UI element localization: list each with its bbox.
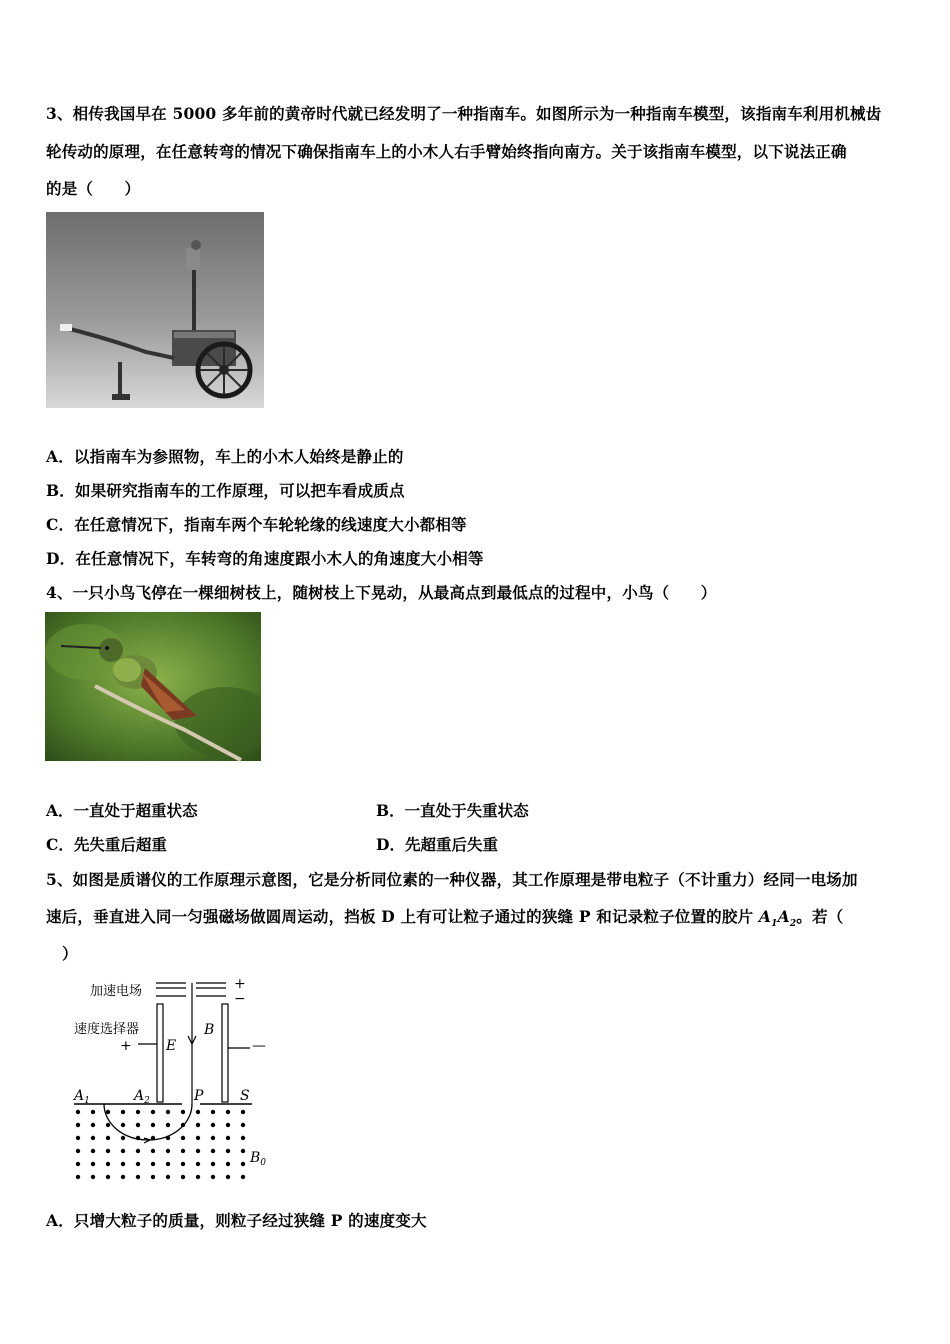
field-dot <box>91 1136 95 1140</box>
field-dot <box>226 1136 230 1140</box>
label-A1: $A_1$ <box>74 1088 90 1106</box>
field-dot <box>136 1149 140 1153</box>
field-dot <box>136 1110 140 1114</box>
field-dot <box>196 1162 200 1166</box>
field-dot <box>136 1162 140 1166</box>
field-dot <box>241 1149 245 1153</box>
field-dot <box>121 1162 125 1166</box>
q3-option-a: A．以指南车为参照物，车上的小木人始终是静止的 <box>46 447 404 466</box>
field-dot <box>226 1162 230 1166</box>
field-dot <box>196 1175 200 1179</box>
field-dot <box>151 1162 155 1166</box>
field-dot <box>91 1149 95 1153</box>
label-B0: $B_0$ <box>250 1150 267 1168</box>
field-dot <box>181 1123 185 1127</box>
field-dot <box>106 1136 110 1140</box>
q4-option-a: A．一直处于超重状态 <box>46 801 198 820</box>
field-dot <box>151 1175 155 1179</box>
label-E: E <box>166 1038 177 1054</box>
field-dot <box>181 1110 185 1114</box>
accel-plates <box>156 983 226 996</box>
field-dot <box>91 1123 95 1127</box>
particle-trajectory <box>104 1104 192 1140</box>
field-dot <box>106 1110 110 1114</box>
field-dot <box>196 1110 200 1114</box>
field-dot <box>181 1175 185 1179</box>
field-dot <box>76 1136 80 1140</box>
field-dot <box>241 1136 245 1140</box>
selector-plate-right <box>222 1004 228 1102</box>
q5-text-line2 <box>46 905 843 929</box>
accel-minus-sign: − <box>234 991 246 1007</box>
field-dot <box>106 1149 110 1153</box>
mass-spectrometer-diagram <box>66 972 276 1182</box>
selector-plate-left <box>157 1004 163 1102</box>
field-dot <box>76 1149 80 1153</box>
field-dot <box>121 1123 125 1127</box>
field-dot <box>91 1110 95 1114</box>
field-dot <box>241 1110 245 1114</box>
q4-option-d: D．先超重后失重 <box>376 835 498 854</box>
field-dot <box>181 1149 185 1153</box>
field-dot <box>106 1162 110 1166</box>
selector-minus-sign: — <box>252 1038 266 1054</box>
field-dot <box>151 1136 155 1140</box>
field-dot <box>166 1149 170 1153</box>
field-dot <box>76 1162 80 1166</box>
field-dot <box>151 1149 155 1153</box>
field-dot <box>211 1162 215 1166</box>
field-dot <box>121 1136 125 1140</box>
field-dot <box>226 1149 230 1153</box>
label-A2: $A_2$ <box>134 1088 150 1106</box>
field-dot <box>241 1175 245 1179</box>
field-dot <box>211 1136 215 1140</box>
field-dot <box>241 1123 245 1127</box>
field-dot <box>196 1149 200 1153</box>
field-dot <box>166 1175 170 1179</box>
q3-text-line2: 轮传动的原理，在任意转弯的情况下确保指南车上的小木人右手臂始终指向南方。关于该指南车模型，以下说法正确 <box>46 142 847 161</box>
q5-text-line2-post: 。若（ <box>796 907 844 926</box>
field-dot <box>121 1110 125 1114</box>
field-dot <box>181 1162 185 1166</box>
magnetic-field-dots <box>76 1110 245 1179</box>
field-dot <box>136 1136 140 1140</box>
field-dot <box>76 1175 80 1179</box>
field-dot <box>91 1175 95 1179</box>
field-dot <box>151 1123 155 1127</box>
field-dot <box>136 1175 140 1179</box>
q4-text-line1: 4、一只小鸟飞停在一棵细树枝上，随树枝上下晃动，从最高点到最低点的过程中，小鸟（ ） <box>46 583 717 602</box>
field-dot <box>166 1162 170 1166</box>
label-S: S <box>240 1088 250 1104</box>
field-dot <box>91 1162 95 1166</box>
field-dot <box>226 1123 230 1127</box>
q4-option-b: B．一直处于失重状态 <box>376 801 529 820</box>
accel-plus-sign: + <box>234 976 246 992</box>
field-dot <box>166 1136 170 1140</box>
q5-text-line1: 5、如图是质谱仪的工作原理示意图，它是分析同位素的一种仪器，其工作原理是带电粒子（不计重力）经同一电场加 <box>46 870 858 889</box>
field-dot <box>211 1175 215 1179</box>
q4-option-c: C．先失重后超重 <box>46 835 167 854</box>
field-dot <box>106 1123 110 1127</box>
field-dot <box>76 1123 80 1127</box>
q3-option-c: C．在任意情况下，指南车两个车轮轮缘的线速度大小都相等 <box>46 515 467 534</box>
field-dot <box>241 1162 245 1166</box>
field-dot <box>196 1136 200 1140</box>
selector-plus-sign: + <box>120 1038 132 1054</box>
label-B: B <box>204 1022 215 1038</box>
field-dot <box>166 1123 170 1127</box>
q3-option-b: B．如果研究指南车的工作原理，可以把车看成质点 <box>46 481 405 500</box>
q3-text-line3: 的是（ ） <box>46 179 141 198</box>
q5-option-a: A．只增大粒子的质量，则粒子经过狭缝 P 的速度变大 <box>46 1211 427 1230</box>
label-velocity-selector: 速度选择器 <box>74 1022 140 1037</box>
field-dot <box>136 1123 140 1127</box>
field-dot <box>196 1123 200 1127</box>
q5-text-line2-pre: 速后，垂直进入同一匀强磁场做圆周运动，挡板 D 上有可让粒子通过的狭缝 P 和记录粒子位置的胶片 <box>46 907 759 926</box>
field-dot <box>121 1175 125 1179</box>
field-dot <box>226 1110 230 1114</box>
q5-text-line3: ） <box>62 944 78 963</box>
field-dot <box>211 1123 215 1127</box>
q3-text-line1: 3、相传我国早在 5000 多年前的黄帝时代就已经发明了一种指南车。如图所示为一种指南车模型，该指南车利用机械齿 <box>46 104 882 123</box>
south-pointing-chariot-image <box>46 212 264 408</box>
q5-film-a1: $A_1A_2$ <box>758 907 797 930</box>
field-dot <box>76 1110 80 1114</box>
field-dot <box>181 1136 185 1140</box>
field-dot <box>121 1149 125 1153</box>
hummingbird-on-branch-image <box>45 612 261 761</box>
field-dot <box>151 1110 155 1114</box>
field-dot <box>211 1149 215 1153</box>
field-dot <box>166 1110 170 1114</box>
q3-option-d: D．在任意情况下，车转弯的角速度跟小木人的角速度大小相等 <box>46 549 484 568</box>
label-accel-field: 加速电场 <box>90 984 143 999</box>
field-dot <box>211 1110 215 1114</box>
field-dot <box>226 1175 230 1179</box>
field-dot <box>106 1175 110 1179</box>
label-P: P <box>194 1088 204 1104</box>
